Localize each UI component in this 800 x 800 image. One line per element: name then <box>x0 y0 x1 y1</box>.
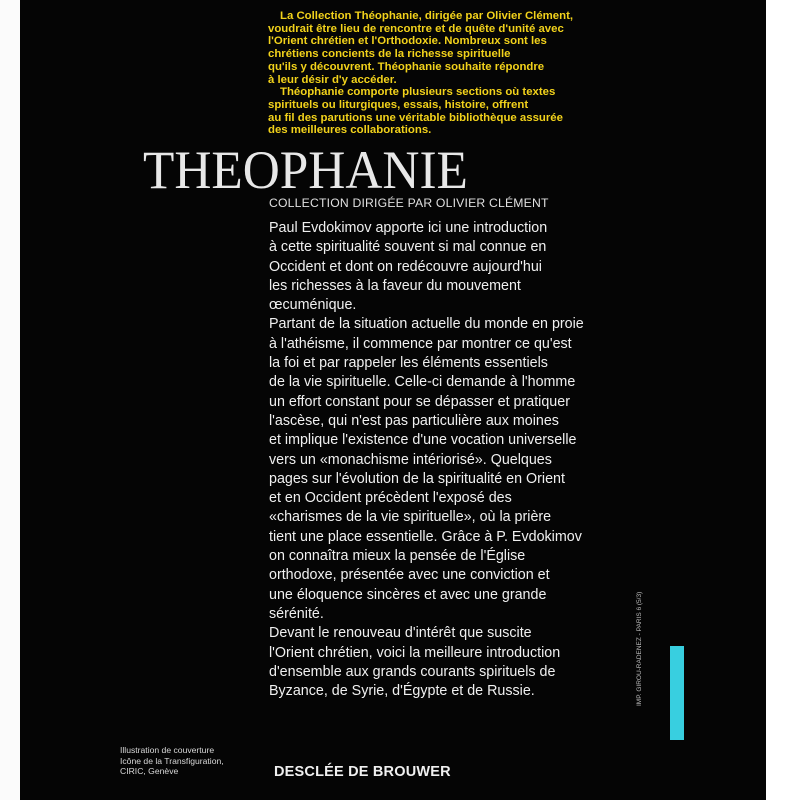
collection-description-paragraph-1: La Collection Théophanie, dirigée par Olivier Clément, voudrait être lieu de rencontre et de quête d'unité avec l'Orient chrétien et l'Orthodoxie. Nombreux sont les chrétiens concients de la richesse spirituelle qu'ils y découvrent. Théophanie souhaite répondre à leur désir d'y accéder. <box>268 10 574 86</box>
publisher-name: DESCLÉE DE BROUWER <box>274 764 451 780</box>
book-summary-paragraph-1: Paul Evdokimov apporte ici une introduction à cette spiritualité souvent si mal connue en Occident et dont on redécouvre aujourd'hui les richesses à la faveur du mouvement œcuménique. <box>269 220 548 314</box>
collection-description-paragraph-2: Théophanie comporte plusieurs sections où textes spirituels ou liturgiques, essais, histoire, offrent au fil des parutions une véritable bibliothèque assurée des meilleures collaborations. <box>268 86 563 137</box>
collection-subtitle: COLLECTION DIRIGÉE PAR OLIVIER CLÉMENT <box>269 196 549 210</box>
book-back-cover <box>20 0 766 800</box>
collection-title: THEOPHANIE <box>143 140 468 200</box>
book-summary <box>269 219 649 701</box>
collection-description <box>268 10 708 137</box>
accent-bar <box>670 646 684 740</box>
page-margin <box>0 0 20 800</box>
illustration-credit: Illustration de couverture Icône de la Transfiguration, CIRIC, Genève <box>120 745 224 776</box>
book-summary-paragraph-2: Partant de la situation actuelle du monde en proie à l'athéisme, il commence par montrer ce qu'est la foi et par rappeler les éléments essentiels de la vie spirituelle. Celle-ci demande à l'homme un effort constant pour se dépasser et pratiquer l'ascèse, qui n'est pas particulière aux moines et implique l'existence d'une vocation universelle vers un «monachisme intériorisé». Quelques pages sur l'évolution de la spiritualité en Orient et en Occident précèdent l'exposé des «charismes de la vie spirituelle», où la prière tient une place essentielle. Grâce à P. Evdokimov on connaîtra mieux la pensée de l'Église orthodoxe, présentée avec une conviction et une éloquence sincères et avec une grande sérénité. <box>269 316 584 622</box>
book-summary-paragraph-3: Devant le renouveau d'intérêt que suscite l'Orient chrétien, voici la meilleure introduction d'ensemble aux grands courants spirituels de Byzance, de Syrie, d'Égypte et de Russie. <box>269 625 561 700</box>
printer-imprint: IMP. GIROU-RADENEZ - PARIS 6 (5/3) <box>636 591 643 706</box>
